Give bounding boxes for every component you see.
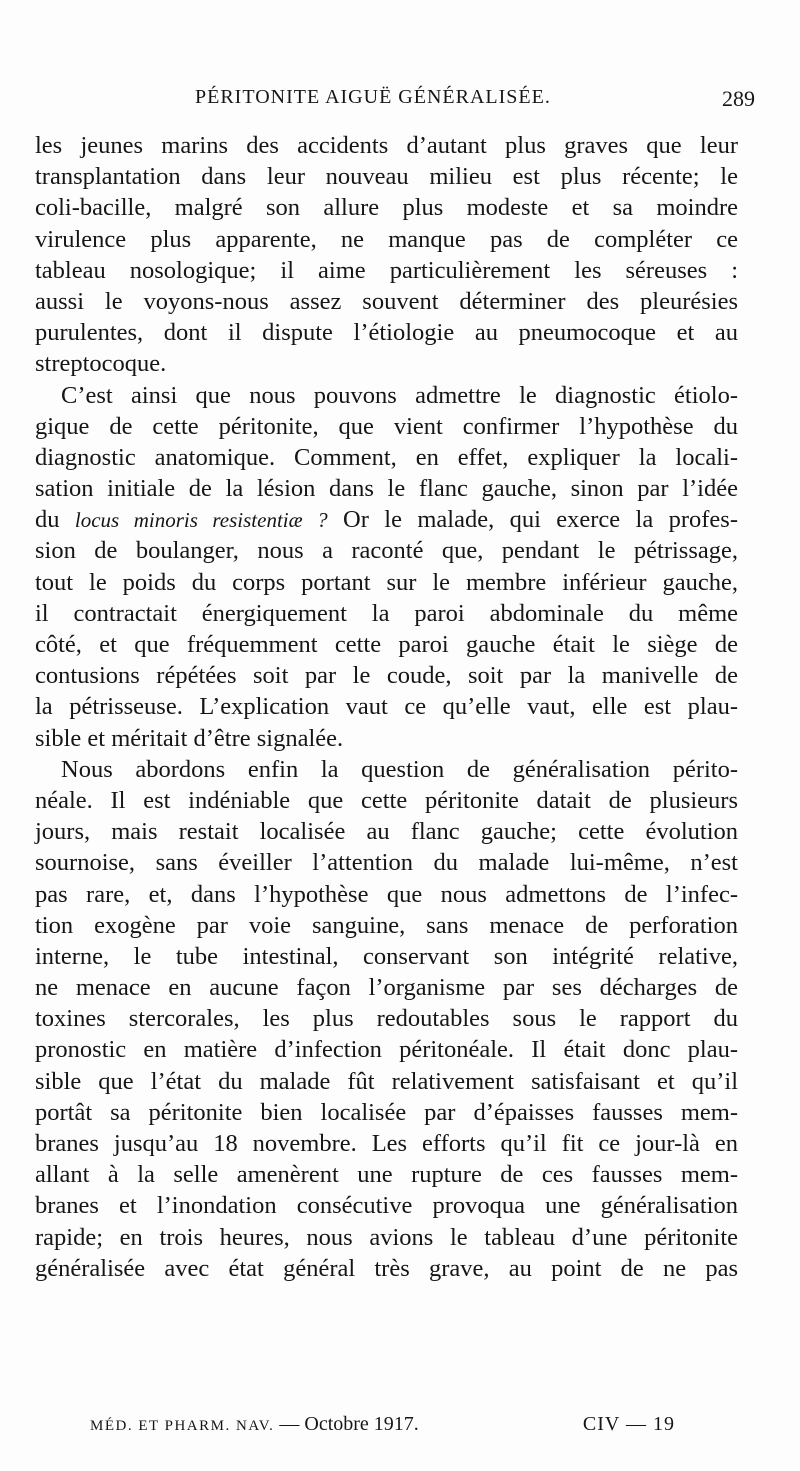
text-line: généralisée avec état général très grave, au point de ne pas xyxy=(35,1254,738,1282)
text-line: allant à la selle amenèrent une rupture de ces fausses mem- xyxy=(35,1161,738,1189)
text-line: tout le poids du corps portant sur le membre inférieur gauche, xyxy=(35,568,738,596)
text-line: branes jusqu’au 18 novembre. Les efforts qu’il fit ce jour-là en xyxy=(35,1130,738,1157)
text-line: aussi le voyons-nous assez souvent déterminer des pleurésies xyxy=(35,287,738,315)
text-line: purulentes, dont il dispute l’étiologie au pneumocoque et au xyxy=(35,319,738,347)
text-segment: du xyxy=(35,506,75,534)
issue-date: Octobre 1917. xyxy=(304,1413,419,1435)
body-text xyxy=(35,130,738,1284)
latin-phrase: locus minoris resistentiæ ? xyxy=(74,508,328,533)
paragraph-3 xyxy=(35,754,738,1284)
text-line: il contractait énergiquement la paroi abdominale du même xyxy=(35,599,738,627)
text-line: pas rare, et, dans l’hypothèse que nous admettons de l’infec- xyxy=(35,880,738,908)
text-line: rapide; en trois heures, nous avions le tableau d’une péritonite xyxy=(35,1223,738,1251)
text-line: contusions répétées soit par le coude, soit par la manivelle de xyxy=(35,662,738,690)
journal-reference xyxy=(90,1413,419,1436)
text-line: sion de boulanger, nous a raconté que, pendant le pétrissage, xyxy=(35,537,738,565)
paragraph-1 xyxy=(35,130,738,380)
text-line: sation initiale de la lésion dans le flanc gauche, sinon par l’idée xyxy=(35,475,738,503)
text-line: les jeunes marins des accidents d’autant plus graves que leur xyxy=(35,132,738,159)
text-line: transplantation dans leur nouveau milieu est plus récente; le xyxy=(35,163,738,191)
text-line: ne menace en aucune façon l’organisme par ses décharges de xyxy=(35,974,738,1002)
text-line: diagnostic anatomique. Comment, en effet, expliquer la locali- xyxy=(35,443,738,471)
text-line: sournoise, sans éveiller l’attention du malade lui-même, n’est xyxy=(35,849,738,877)
running-title: PÉRITONITE AIGUË GÉNÉRALISÉE. xyxy=(195,86,551,108)
text-line: sible que l’état du malade fût relativement satisfaisant et qu’il xyxy=(35,1067,738,1095)
page-number: 289 xyxy=(722,86,755,111)
printer-signature: CIV — 19 xyxy=(582,1413,675,1435)
page-footer xyxy=(90,1413,675,1441)
text-line: la pétrisseuse. L’explication vaut ce qu’elle vaut, elle est plau- xyxy=(35,693,738,721)
text-line: portât sa péritonite bien localisée par d’épaisses fausses mem- xyxy=(35,1098,738,1126)
text-line: C’est ainsi que nous pouvons admettre le diagnostic étiolo- xyxy=(61,381,738,409)
text-line: toxines stercorales, les plus redoutables sous le rapport du xyxy=(35,1005,738,1033)
text-line: streptocoque. xyxy=(35,350,167,378)
text-line: tion exogène par voie sanguine, sans menace de perforation xyxy=(35,911,738,939)
text-line: branes et l’inondation consécutive provoqua une généralisation xyxy=(35,1192,738,1220)
text-line: gique de cette péritonite, que vient confirmer l’hypothèse du xyxy=(35,412,738,440)
text-line: Nous abordons enfin la question de généralisation périto- xyxy=(61,755,738,783)
text-line: virulence plus apparente, ne manque pas de compléter ce xyxy=(35,225,738,253)
journal-abbreviation: MÉD. ET PHARM. NAV. xyxy=(90,1418,275,1434)
text-line: sible et méritait d’être signalée. xyxy=(35,724,344,752)
text-segment: Or le malade, qui exerce la profes- xyxy=(327,506,739,534)
text-line: néale. Il est indéniable que cette péritonite datait de plusieurs xyxy=(35,786,738,814)
text-line: coli-bacille, malgré son allure plus modeste et sa moindre xyxy=(35,194,738,222)
text-line: tableau nosologique; il aime particulièrement les séreuses : xyxy=(35,256,738,284)
footer-separator: — xyxy=(279,1413,300,1435)
text-line: interne, le tube intestinal, conservant son intégrité relative, xyxy=(35,942,738,970)
text-line: côté, et que fréquemment cette paroi gauche était le siège de xyxy=(35,631,738,658)
paragraph-2 xyxy=(35,380,738,754)
text-line: jours, mais restait localisée au flanc gauche; cette évolution xyxy=(35,818,738,846)
text-line-with-italic xyxy=(35,504,738,535)
page-header xyxy=(195,86,755,116)
text-line: pronostic en matière d’infection péritonéale. Il était donc plau- xyxy=(35,1036,738,1064)
